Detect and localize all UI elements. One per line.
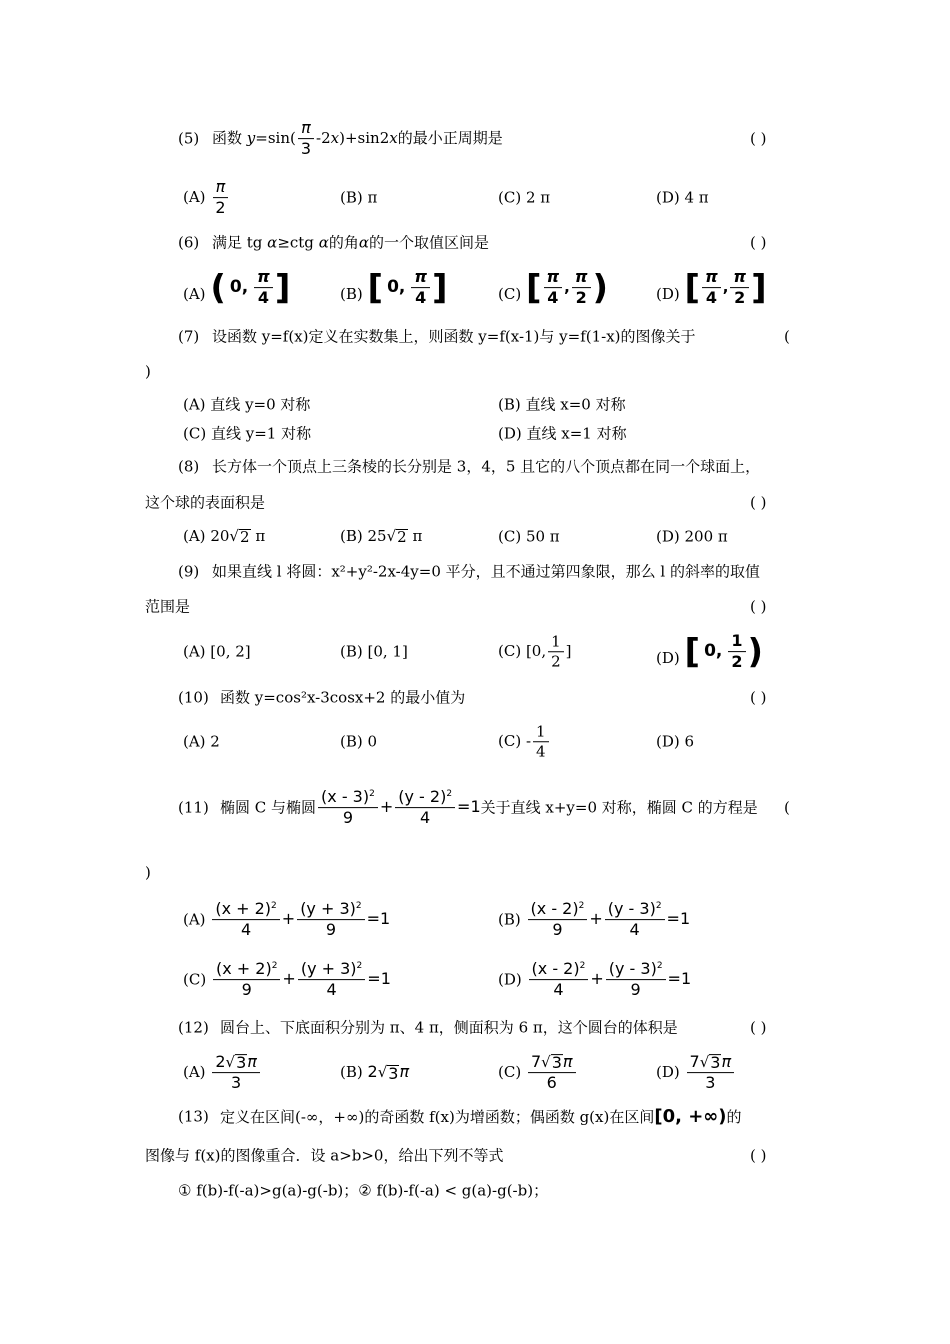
q13-stem-line1: 定义在区间(-∞，+∞)的奇函数 f(x)为增函数；偶函数 g(x)在区间[0, +∞)的 xyxy=(220,1106,742,1127)
q8-option-c: (C) 50 π xyxy=(498,527,560,546)
q6-option-d: (D) [ $\frac{\pi}{4}$ , $\frac{\pi}{2}$ ] xyxy=(656,267,767,308)
q7-option-a: (A) 直线 y=0 对称 xyxy=(183,395,311,414)
q11-ellipse-equation: $\frac{(x - 3)^2}{9}$ + $\frac{(y - 2)^2}{4}$ =1 xyxy=(316,798,481,817)
q12-number: (12) xyxy=(178,1018,209,1037)
q12-option-a: (A) 2 √ 3 π 3 xyxy=(183,1053,262,1093)
q9-option-d: (D) [ 0, $\frac{1}{2}$ ) xyxy=(656,631,764,672)
q11-option-d: (D) $\frac{(x - 2)^2}{4}$ + $\frac{(y - 3)^2}{9}$ =1 xyxy=(498,959,692,1000)
q9-answer-paren: ( ) xyxy=(750,597,767,616)
q13-number: (13) xyxy=(178,1107,209,1126)
q9-stem-line2: 范围是 xyxy=(145,597,191,616)
q5-answer-paren: ( ) xyxy=(750,129,767,148)
q12-stem: 圆台上、下底面积分别为 π、4 π，侧面积为 6 π，这个圆台的体积是 xyxy=(220,1018,678,1037)
q12-option-b: (B) 2 √ 3 π xyxy=(340,1062,410,1083)
q11-option-a: (A) $\frac{(x + 2)^2}{4}$ + $\frac{(y + 3)^2}{9}$ =1 xyxy=(183,899,391,940)
q8-answer-paren: ( ) xyxy=(750,493,767,512)
q6-stem: 满足 tg α≥ctg α的角α的一个取值区间是 xyxy=(212,233,489,252)
q7-paren-close: ) xyxy=(145,362,151,381)
q11-number: (11) xyxy=(178,798,209,817)
q9-stem-line1: 如果直线 l 将圆：x²+y²-2x-4y=0 平分，且不通过第四象限，那么 l 的斜率的取值 xyxy=(212,562,760,581)
q11-option-b: (B) $\frac{(x - 2)^2}{9}$ + $\frac{(y - 3)^2}{4}$ =1 xyxy=(498,899,691,940)
q8-option-a: (A) 20 √ 2 π xyxy=(183,527,266,546)
q12-option-c: (C) 7 √ 3 π 6 xyxy=(498,1053,578,1093)
q11-option-c: (C) $\frac{(x + 2)^2}{9}$ + $\frac{(y + 3)^2}{4}$ =1 xyxy=(183,959,391,1000)
q6-option-a: (A) ( 0, $\frac{\pi}{4}$ ] xyxy=(183,267,291,308)
q9-option-b: (B) [0, 1] xyxy=(340,642,408,661)
q9-number: (9) xyxy=(178,562,200,581)
q11-paren-open: ( xyxy=(784,798,790,817)
q13-inequalities: ① f(b)-f(-a)>g(a)-g(-b)；② f(b)-f(-a) < g(a)-g(-b)； xyxy=(178,1181,549,1200)
q10-stem: 函数 y=cos²x-3cosx+2 的最小值为 xyxy=(220,688,466,707)
q6-number: (6) xyxy=(178,233,200,252)
q6-answer-paren: ( ) xyxy=(750,233,767,252)
q10-number: (10) xyxy=(178,688,209,707)
q8-number: (8) xyxy=(178,457,200,476)
q6-option-c: (C) [ $\frac{\pi}{4}$ , $\frac{\pi}{2}$ ) xyxy=(498,267,609,308)
q7-option-c: (C) 直线 y=1 对称 xyxy=(183,424,312,443)
q13-answer-paren: ( ) xyxy=(750,1146,767,1165)
q5-option-a: (A) $\frac{\pi}{2}$ xyxy=(183,178,231,218)
q11-stem: 椭圆 C 与椭圆 $\frac{(x - 3)^2}{9}$ + $\frac{(y - 2)^2}{4}$ =1关于直线 x+y=0 对称，椭圆 C 的方程是 xyxy=(220,787,758,828)
q5-option-c: (C) 2 π xyxy=(498,188,551,207)
q12-answer-paren: ( ) xyxy=(750,1018,767,1037)
q10-option-a: (A) 2 xyxy=(183,732,220,751)
q11-paren-close: ) xyxy=(145,863,151,882)
q12-option-d: (D) 7 √ 3 π 3 xyxy=(656,1053,736,1093)
q5-fraction: $\frac{\pi}{3}$ xyxy=(298,119,314,159)
q9-option-c: (C) [0, $\frac{1}{2}$ ] xyxy=(498,632,572,671)
q10-option-c: (C) - $\frac{1}{4}$ xyxy=(498,723,551,761)
q13-stem-line2: 图像与 f(x)的图像重合．设 a>b>0，给出下列不等式 xyxy=(145,1146,504,1165)
q7-paren-open: ( xyxy=(784,327,790,346)
q5-number: (5) xyxy=(178,129,200,148)
q10-option-d: (D) 6 xyxy=(656,732,695,751)
q10-option-b: (B) 0 xyxy=(340,732,378,751)
q8-option-b: (B) 25 √ 2 π xyxy=(340,527,423,546)
q8-stem-line1: 长方体一个顶点上三条棱的长分别是 3，4，5 且它的八个顶点都在同一个球面上， xyxy=(212,457,761,476)
q8-stem-line2: 这个球的表面积是 xyxy=(145,493,266,512)
q5-option-b: (B) π xyxy=(340,188,378,207)
q9-option-a: (A) [0, 2] xyxy=(183,642,251,661)
q8-option-d: (D) 200 π xyxy=(656,527,728,546)
q5-option-d: (D) 4 π xyxy=(656,188,709,207)
q10-answer-paren: ( ) xyxy=(750,688,767,707)
q7-option-b: (B) 直线 x=0 对称 xyxy=(498,395,626,414)
q7-number: (7) xyxy=(178,327,200,346)
q6-option-b: (B) [ 0, $\frac{\pi}{4}$ ] xyxy=(340,267,448,308)
q13-interval: [0, +∞) xyxy=(654,1106,727,1127)
q7-option-d: (D) 直线 x=1 对称 xyxy=(498,424,627,443)
q5-stem: 函数 y=sin( $\frac{\pi}{3}$ -2x)+sin2x的最小正周期是 xyxy=(212,118,503,159)
q7-stem: 设函数 y=f(x)定义在实数集上，则函数 y=f(x-1)与 y=f(1-x)的图像关于 xyxy=(212,327,696,346)
